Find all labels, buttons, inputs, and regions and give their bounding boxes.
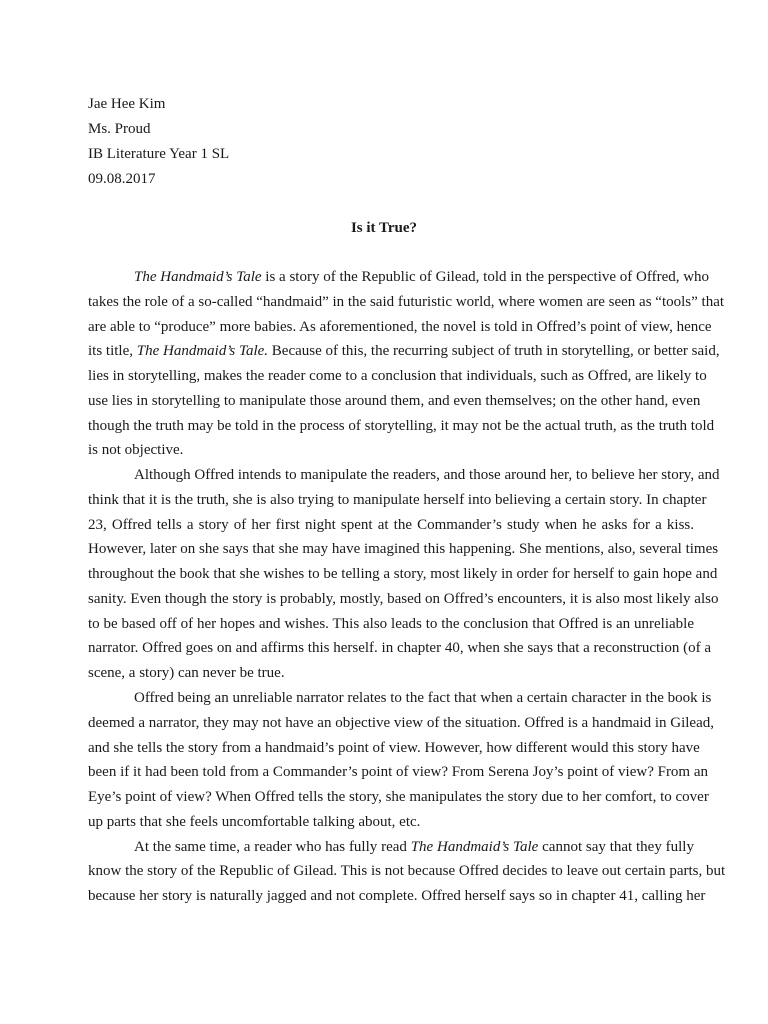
italic-book-title: The Handmaid’s Tale.	[136, 343, 269, 360]
text-segment: takes the role of a so-called “handmaid” in the said futuristic world, where women are seen as “tools” that	[88, 293, 725, 310]
text-segment: Eye’s point of view? When Offred tells the story, she manipulates the story due to her comfort, to cover	[88, 789, 709, 806]
body-line	[88, 414, 715, 439]
text-segment: narrator. Offred goes on and affirms this herself. in chapter 40, when she says that a reconstruction (of a	[88, 640, 711, 657]
body-line	[88, 636, 711, 661]
text-segment: At the same time, a reader who has fully read	[134, 838, 411, 855]
body-line	[88, 859, 726, 884]
text-segment: and she tells the story from a handmaid’s point of view. However, how different would this story have	[88, 739, 700, 756]
essay-body	[88, 265, 726, 909]
text-segment: lies in storytelling, makes the reader come to a conclusion that individuals, such as Offred, are likely to	[88, 368, 707, 385]
body-line	[88, 884, 706, 909]
text-segment: Because of this, the recurring subject of truth in storytelling, or better said,	[268, 343, 720, 360]
text-segment: is not objective.	[88, 442, 184, 459]
document-header	[88, 92, 688, 192]
text-segment: are able to “produce” more babies. As aforementioned, the novel is told in Offred’s point of view, hence	[88, 318, 712, 335]
body-line	[88, 736, 700, 761]
body-line	[88, 612, 694, 637]
text-segment: its title,	[88, 343, 137, 360]
body-line	[88, 562, 718, 587]
body-line	[88, 315, 712, 340]
text-segment: Offred being an unreliable narrator relates to the fact that when a certain character in the book is	[134, 690, 712, 707]
course-name: IB Literature Year 1 SL	[88, 146, 230, 162]
text-segment: been if it had been told from a Commander’s point of view? From Serena Joy’s point of view? From an	[88, 764, 709, 781]
text-segment: to be based off of her hopes and wishes. This also leads to the conclusion that Offred is an unreliable	[88, 615, 694, 632]
body-line	[88, 513, 694, 538]
body-line	[88, 537, 719, 562]
essay-title: Is it True?	[350, 220, 418, 236]
body-line	[88, 587, 719, 612]
body-line	[88, 785, 709, 810]
essay-date: 09.08.2017	[88, 171, 156, 187]
body-line	[88, 810, 694, 835]
italic-book-title: The Handmaid’s Tale	[410, 838, 539, 855]
text-segment: Although Offred intends to manipulate the readers, and those around her, to believe her story, and	[134, 467, 720, 484]
text-segment: throughout the book that she wishes to be telling a story, most likely in order for herself to gain hope and	[88, 566, 718, 583]
teacher-name: Ms. Proud	[88, 121, 151, 137]
body-line	[88, 686, 712, 711]
text-segment: think that it is the truth, she is also trying to manipulate herself into believing a certain story. In chapter	[88, 491, 707, 508]
text-segment: cannot say that they fully	[538, 838, 694, 855]
body-line	[88, 760, 709, 785]
body-line	[88, 339, 720, 364]
text-segment: scene, a story) can never be true.	[88, 665, 285, 682]
body-line	[88, 463, 720, 488]
text-segment: though the truth may be told in the process of storytelling, it may not be the actual truth, as the truth told	[88, 417, 715, 434]
body-line	[88, 389, 701, 414]
text-segment: sanity. Even though the story is probably, mostly, based on Offred’s encounters, it is also most likely also	[88, 590, 719, 607]
text-segment: 23, Offred tells a story of her first night spent at the Commander’s study when he asks for a kiss.	[88, 516, 694, 533]
text-segment: is a story of the Republic of Gilead, told in the perspective of Offred, who	[261, 269, 710, 285]
text-segment: know the story of the Republic of Gilead. This is not because Offred decides to leave out certain parts, but	[88, 863, 726, 880]
body-line	[88, 438, 694, 463]
body-line	[88, 711, 714, 736]
body-line	[88, 364, 707, 389]
text-segment: because her story is naturally jagged and not complete. Offred herself says so in chapter 41, calling her	[88, 888, 706, 905]
body-line	[88, 290, 725, 315]
body-line	[88, 265, 710, 290]
body-line	[88, 835, 694, 860]
italic-book-title: The Handmaid’s Tale	[134, 269, 262, 285]
text-segment: However, later on she says that she may have imagined this happening. She mentions, also, several times	[88, 541, 719, 558]
text-segment: deemed a narrator, they may not have an objective view of the situation. Offred is a handmaid in Gilead,	[88, 714, 714, 731]
author-name: Jae Hee Kim	[88, 96, 166, 112]
text-segment: up parts that she feels uncomfortable talking about, etc.	[88, 813, 421, 830]
body-line	[88, 661, 694, 686]
body-line	[88, 488, 707, 513]
text-segment: use lies in storytelling to manipulate those around them, and even themselves; on the other hand, even	[88, 392, 701, 409]
